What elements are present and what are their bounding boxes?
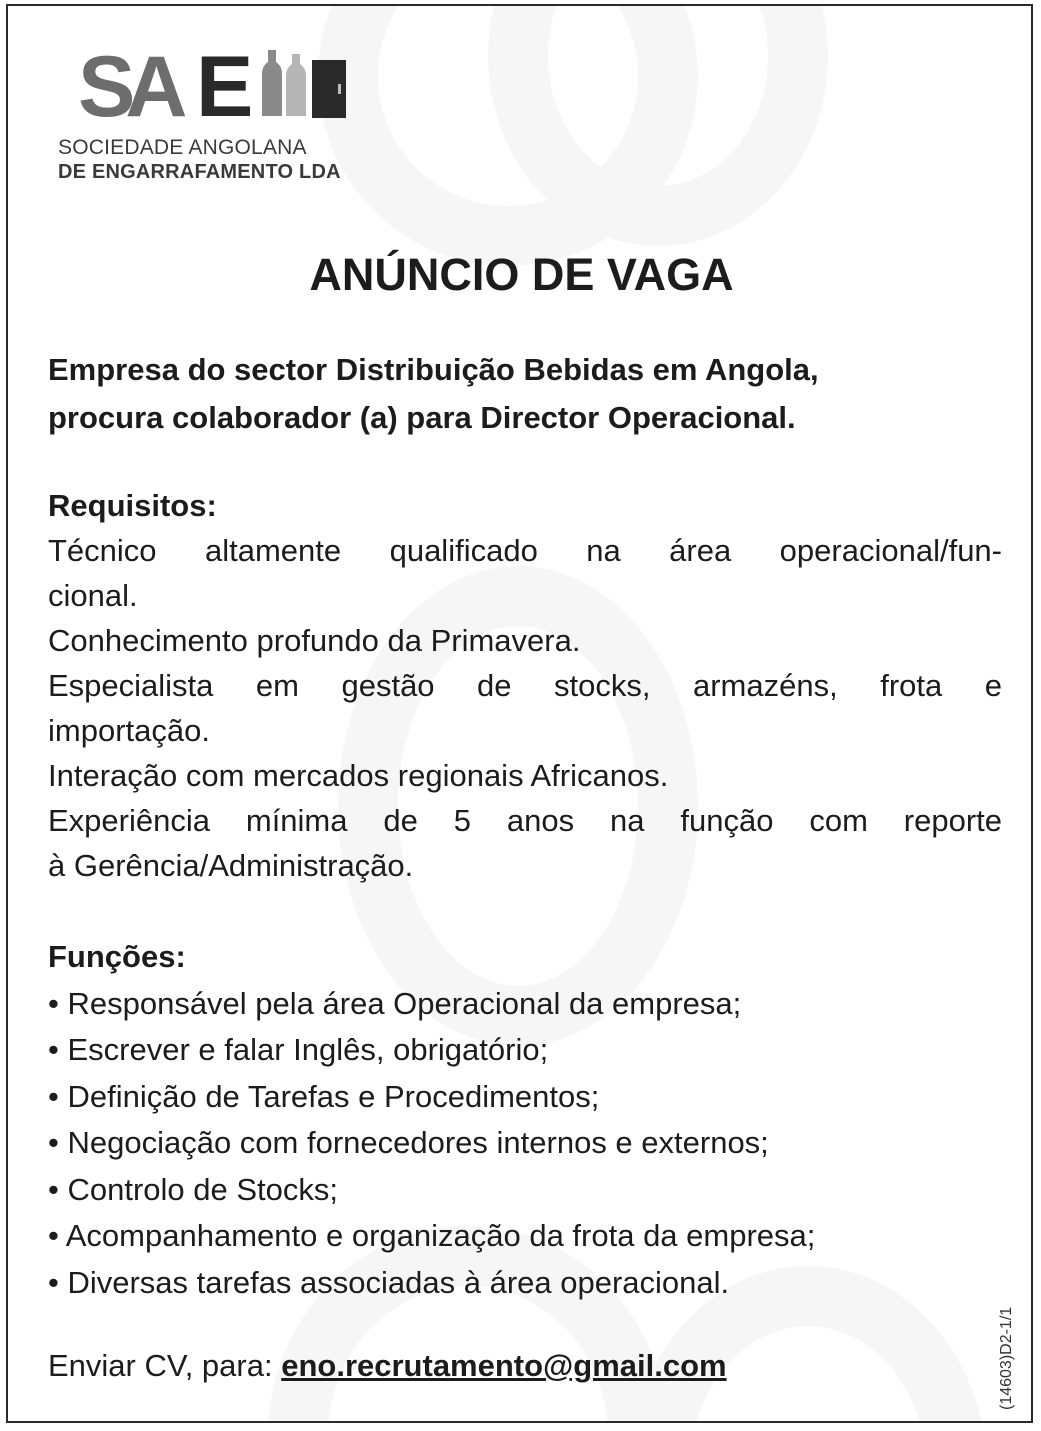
function-item: • Controlo de Stocks; (48, 1171, 338, 1207)
functions-section (48, 934, 1002, 1306)
function-item: • Diversas tarefas associadas à área operacional. (48, 1264, 730, 1300)
function-item: • Responsável pela área Operacional da empresa; (48, 985, 742, 1021)
ad-reference-code: (14603)D2-1/1 (998, 1306, 1015, 1410)
intro-line: procura colaborador (a) para Director Operacional. (48, 400, 796, 435)
functions-heading: Funções: (48, 939, 186, 974)
intro-paragraph (48, 346, 1002, 442)
function-item: • Escrever e falar Inglês, obrigatório; (48, 1032, 549, 1067)
email-link[interactable]: eno.recrutamento@gmail.com (281, 1348, 727, 1383)
company-name-line1: SOCIEDADE ANGOLANA (58, 136, 307, 159)
logo-graphic (76, 46, 376, 136)
requirement-line: Experiência mínima de 5 anos na função com reporte (48, 803, 1002, 838)
requirement-line: cional. (48, 578, 138, 613)
requirement-line: Técnico altamente qualificado na área operacional/fun- (48, 533, 1002, 568)
advertisement-frame (6, 4, 1033, 1423)
requirements-heading: Requisitos: (48, 488, 217, 523)
requirement-line: Especialista em gestão de stocks, armazéns, frota e (48, 668, 1002, 703)
contact-line (48, 1348, 1002, 1384)
bottle-icon (286, 54, 306, 116)
contact-label: Enviar CV, para: (48, 1348, 273, 1383)
logo-letters-sa: SA (78, 46, 178, 135)
cooler-handle-icon (338, 84, 341, 94)
requirement-line: à Gerência/Administração. (48, 848, 414, 883)
requirements-section (48, 483, 1002, 888)
logo-letter-e: E (196, 46, 254, 135)
function-item: • Negociação com fornecedores internos e externos; (48, 1125, 769, 1160)
function-item: • Acompanhamento e organização da frota da empresa; (48, 1218, 816, 1253)
ad-title: ANÚNCIO DE VAGA (309, 249, 734, 300)
intro-line: Empresa do sector Distribuição Bebidas em Angola, (48, 352, 819, 387)
requirement-line: Interação com mercados regionais Africanos. (48, 758, 669, 793)
requirement-line: Conhecimento profundo da Primavera. (48, 623, 581, 658)
function-item: • Definição de Tarefas e Procedimentos; (48, 1078, 600, 1114)
company-logo (58, 42, 388, 192)
requirement-line: importação. (48, 713, 210, 748)
bottle-icon (262, 50, 282, 116)
company-name-line2: DE ENGARRAFAMENTO LDA (58, 161, 341, 183)
